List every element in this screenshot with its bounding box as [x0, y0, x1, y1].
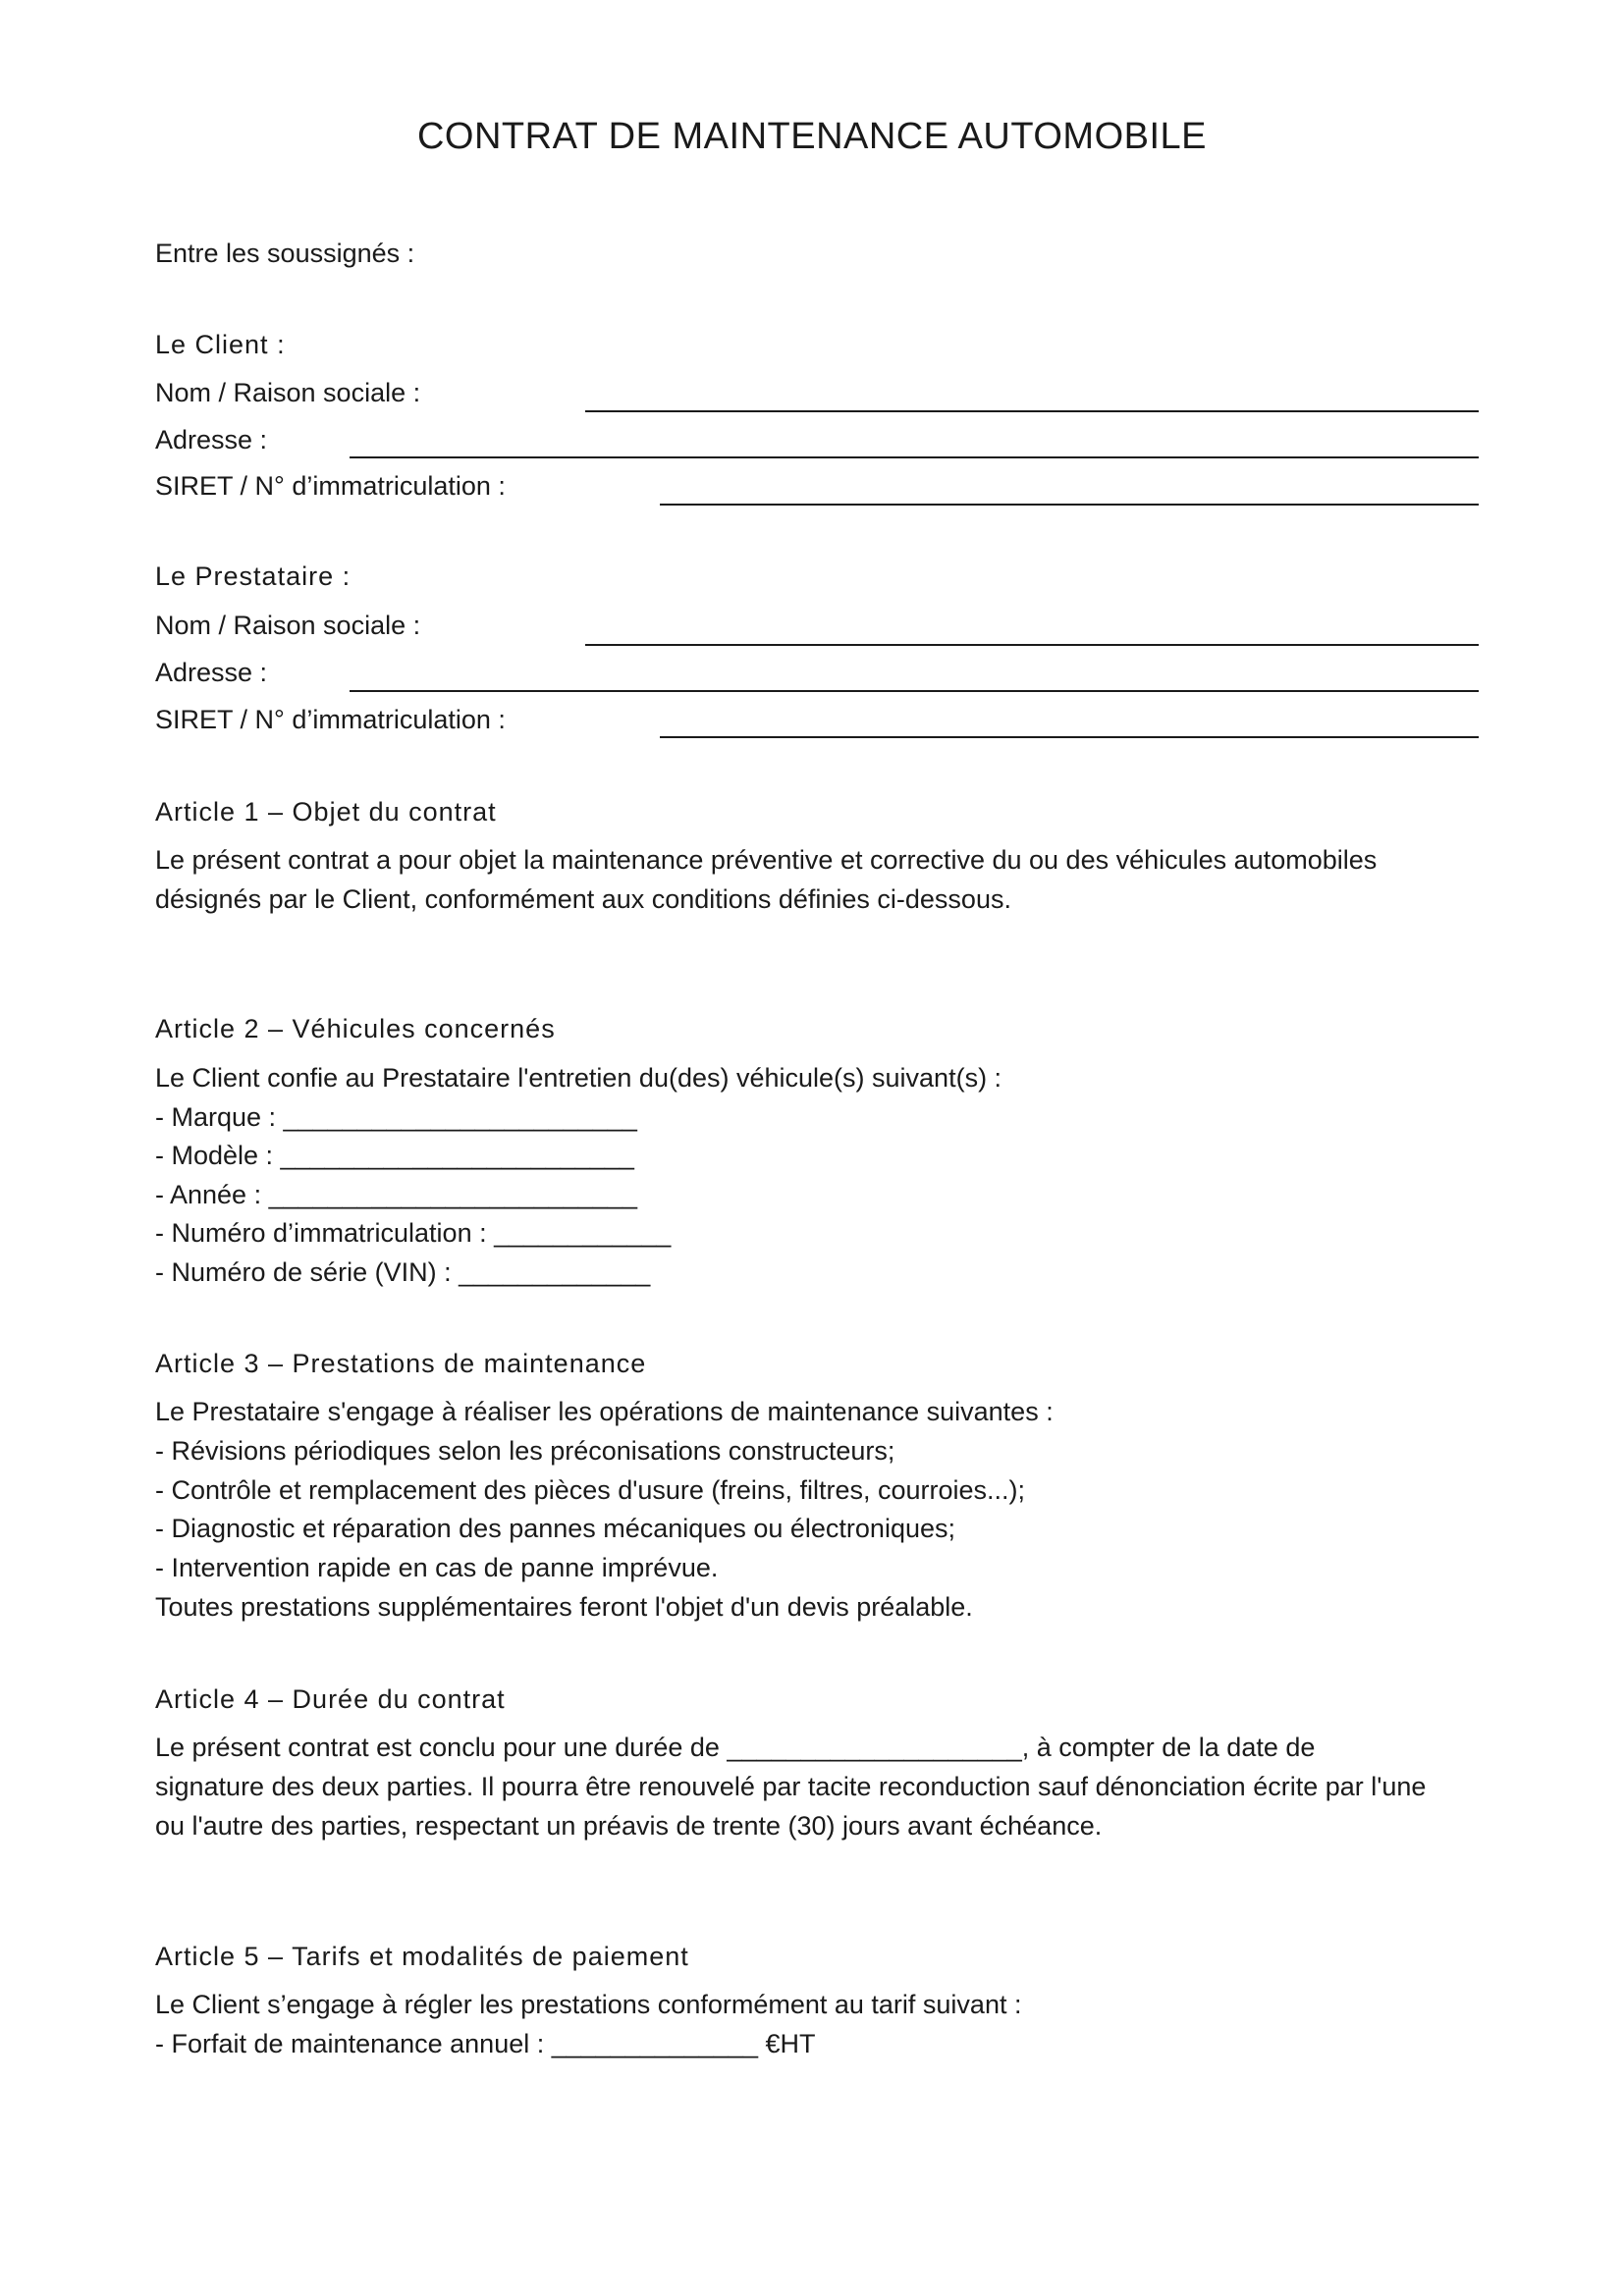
provider-address-field[interactable]	[350, 690, 1479, 692]
article1-heading: Article 1 – Objet du contrat	[155, 797, 497, 827]
article3-closing: Toutes prestations supplémentaires feront l'objet d'un devis préalable.	[155, 1592, 973, 1622]
article3-intro: Le Prestataire s'engage à réaliser les opérations de maintenance suivantes :	[155, 1397, 1054, 1426]
provider-name-label: Nom / Raison sociale :	[155, 611, 421, 640]
provider-heading: Le Prestataire :	[155, 561, 352, 591]
intro-text: Entre les soussignés :	[155, 239, 415, 268]
article4-line: signature des deux parties. Il pourra être renouvelé par tacite reconduction sauf dénonciation écrite par l'une	[155, 1772, 1427, 1801]
article1-line: Le présent contrat a pour objet la maintenance préventive et corrective du ou des véhicules automobiles	[155, 845, 1378, 875]
article3-heading: Article 3 – Prestations de maintenance	[155, 1349, 647, 1378]
client-siret-field[interactable]	[660, 504, 1479, 506]
document-title: CONTRAT DE MAINTENANCE AUTOMOBILE	[416, 116, 1208, 157]
list-item: - Diagnostic et réparation des pannes mécaniques ou électroniques;	[155, 1514, 955, 1543]
provider-siret-field[interactable]	[660, 736, 1479, 738]
provider-siret-label: SIRET / N° d’immatriculation :	[155, 705, 506, 734]
article1-line: désignés par le Client, conformément aux conditions définies ci-dessous.	[155, 884, 1011, 914]
client-heading: Le Client :	[155, 330, 286, 359]
vehicle-registration-field[interactable]: - Numéro d’immatriculation : ____________	[155, 1218, 672, 1248]
article4-heading: Article 4 – Durée du contrat	[155, 1684, 506, 1714]
vehicle-vin-field[interactable]: - Numéro de série (VIN) : _____________	[155, 1257, 651, 1287]
annual-fee-field[interactable]: - Forfait de maintenance annuel : ______________ €HT	[155, 2029, 816, 2058]
client-name-field[interactable]	[585, 410, 1479, 412]
article2-intro: Le Client confie au Prestataire l'entretien du(des) véhicule(s) suivant(s) :	[155, 1063, 1002, 1093]
list-item: - Intervention rapide en cas de panne imprévue.	[155, 1553, 719, 1582]
article4-line: ou l'autre des parties, respectant un préavis de trente (30) jours avant échéance.	[155, 1811, 1103, 1841]
article2-heading: Article 2 – Véhicules concernés	[155, 1014, 556, 1043]
provider-address-label: Adresse :	[155, 658, 268, 687]
client-address-label: Adresse :	[155, 425, 268, 454]
list-item: - Contrôle et remplacement des pièces d'usure (freins, filtres, courroies...);	[155, 1475, 1026, 1505]
list-item: - Révisions périodiques selon les préconisations constructeurs;	[155, 1436, 895, 1466]
article5-heading: Article 5 – Tarifs et modalités de paiement	[155, 1942, 689, 1971]
article4-line: Le présent contrat est conclu pour une durée de ____________________, à compter de la date de	[155, 1733, 1316, 1762]
client-siret-label: SIRET / N° d’immatriculation :	[155, 471, 506, 501]
client-address-field[interactable]	[350, 456, 1479, 458]
provider-name-field[interactable]	[585, 644, 1479, 646]
article5-intro: Le Client s’engage à régler les prestations conformément au tarif suivant :	[155, 1990, 1022, 2019]
vehicle-year-field[interactable]: - Année : _________________________	[155, 1180, 637, 1209]
vehicle-model-field[interactable]: - Modèle : ________________________	[155, 1141, 634, 1170]
vehicle-brand-field[interactable]: - Marque : ________________________	[155, 1102, 637, 1132]
client-name-label: Nom / Raison sociale :	[155, 378, 421, 407]
